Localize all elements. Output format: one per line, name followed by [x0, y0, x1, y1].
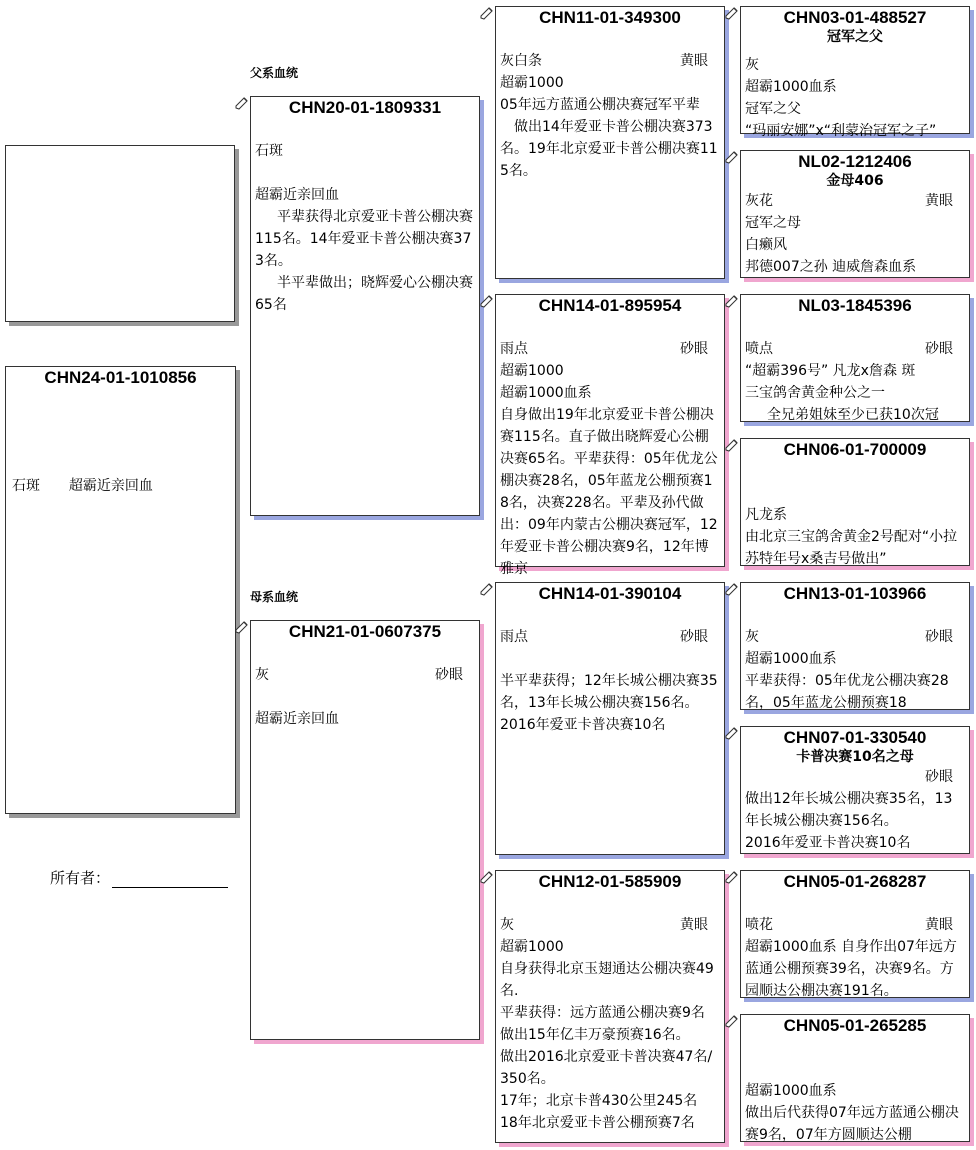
ssd-color: 灰花 — [745, 193, 773, 209]
sss-note: “玛丽安娜”x“利蒙治冠军之子” — [745, 123, 937, 139]
sdd-note: 由北京三宝鸽舍黄金2号配对“小拉苏特年号x桑吉号做出” — [745, 529, 958, 567]
dam-dam-note: 18年北京爱亚卡普公棚预赛7名 — [500, 1115, 695, 1131]
sss-color: 灰 — [745, 57, 759, 73]
owner-field[interactable] — [50, 867, 228, 888]
sds-note: 三宝鸽舍黄金种公之一 — [745, 385, 885, 401]
sire-card[interactable] — [250, 96, 480, 516]
sdd-card[interactable] — [740, 438, 970, 566]
sds-note: “超霸396号” 凡龙x詹森 斑 — [745, 363, 916, 379]
sire-section-label: 父系血统 — [250, 66, 299, 80]
sire-note: 平辈获得北京爱亚卡普公棚决赛115名。14年爱亚卡普公棚决赛373名。 — [255, 209, 473, 269]
edit-pen-icon[interactable] — [724, 1014, 738, 1028]
ddd-note: 做出后代获得07年远方蓝通公棚决赛9名，07年方圆顺达公棚 — [745, 1105, 959, 1143]
sire-dam-color: 雨点 — [500, 341, 528, 357]
edit-pen-icon[interactable] — [724, 726, 738, 740]
edit-pen-icon[interactable] — [479, 6, 493, 20]
dds-eye: 黄眼 — [925, 917, 953, 933]
dam-sire-eye: 砂眼 — [680, 629, 708, 645]
sire-dam-note: 自身做出19年北京爱亚卡普公棚决赛115名。直子做出晓辉爱心公棚决赛65名。平辈获得：05年优龙公棚决赛28名，05年蓝龙公棚预赛18名，决赛228名。平辈及孙代做出：09年内蒙古公棚决赛冠军，12年爱亚卡普公棚决赛9名，12年博雅京 — [500, 407, 718, 577]
owner-label: 所有者： — [50, 869, 111, 887]
edit-pen-icon[interactable] — [724, 6, 738, 20]
ddd-card[interactable] — [740, 1014, 970, 1142]
sdd-ring-number: CHN06-01-700009 — [783, 440, 927, 459]
dam-dam-note: 17年；北京卡普430公里245名 — [500, 1093, 698, 1109]
edit-pen-icon[interactable] — [724, 870, 738, 884]
sire-sire-ring-number: CHN11-01-349300 — [539, 8, 681, 27]
sire-sire-color: 灰白条 — [500, 53, 542, 69]
dds-color: 喷花 — [745, 917, 773, 933]
dam-dam-eye: 黄眼 — [680, 917, 708, 933]
dam-sire-card[interactable] — [495, 582, 725, 855]
sire-dam-note: 超霸1000血系 — [500, 385, 592, 401]
dds-note: 超霸1000血系 自身作出07年远方蓝通公棚预赛39名，决赛9名。方园顺达公棚决赛191名。 — [745, 939, 957, 999]
ssd-eye: 黄眼 — [925, 193, 953, 209]
dss-note: 平辈获得：05年优龙公棚决赛28名，05年蓝龙公棚预赛18 — [745, 673, 949, 711]
dss-color: 灰 — [745, 629, 759, 645]
dam-dam-note: 自身获得北京玉翅通达公棚决赛49名. — [500, 961, 714, 999]
edit-pen-icon[interactable] — [234, 96, 248, 110]
sds-ring-number: NL03-1845396 — [798, 296, 912, 315]
sss-note: 超霸1000血系 — [745, 79, 837, 95]
dsd-ring-number: CHN07-01-330540 — [783, 728, 927, 747]
sire-dam-card[interactable] — [495, 294, 725, 577]
ssd-ring-number: NL02-1212406 — [798, 152, 912, 171]
dam-card[interactable] — [250, 620, 480, 1040]
ddd-note: 超霸1000血系 — [745, 1083, 837, 1099]
dam-dam-card[interactable] — [495, 870, 725, 1143]
edit-pen-icon[interactable] — [479, 870, 493, 884]
dam-ring-number: CHN21-01-0607375 — [288, 622, 442, 641]
edit-pen-icon[interactable] — [479, 294, 493, 308]
sire-dam-eye: 砂眼 — [680, 341, 708, 357]
dam-dam-note: 平辈获得：远方蓝通公棚决赛9名 — [500, 1005, 705, 1021]
dam-sire-color: 雨点 — [500, 629, 528, 645]
dsd-title: 卡普决赛10名之母 — [796, 749, 914, 765]
dam-dam-note: 做出15年亿丰万豪预赛16名。 — [500, 1027, 690, 1043]
sds-card[interactable] — [740, 294, 970, 422]
sdd-note: 凡龙系 — [745, 507, 787, 523]
sire-bloodline: 超霸近亲回血 — [255, 187, 339, 203]
owner-signature-line[interactable] — [112, 869, 228, 888]
sire-sire-note: 05年远方蓝通公棚决赛冠军平辈 — [500, 97, 700, 113]
dam-color: 灰 — [255, 667, 269, 683]
sds-eye: 砂眼 — [925, 341, 953, 357]
ssd-note: 邦德007之孙 迪威詹森血系 — [745, 259, 917, 275]
ddd-ring-number: CHN05-01-265285 — [783, 1016, 927, 1035]
subject-bloodline: 超霸近亲回血 — [68, 478, 153, 494]
sss-card[interactable] — [740, 6, 970, 139]
dam-bloodline: 超霸近亲回血 — [255, 711, 339, 727]
dsd-note: 做出12年长城公棚决赛35名，13年长城公棚决赛156名。 — [745, 791, 953, 829]
sss-title: 冠军之父 — [827, 29, 883, 45]
dam-dam-color: 灰 — [500, 917, 514, 933]
sire-sire-eye: 黄眼 — [680, 53, 708, 69]
sire-sire-note: 做出14年爱亚卡普公棚决赛373名。19年北京爱亚卡普公棚决赛115名。 — [500, 119, 718, 179]
ssd-note: 白癞风 — [745, 237, 787, 253]
edit-pen-icon[interactable] — [724, 582, 738, 596]
dam-sire-ring-number: CHN14-01-390104 — [538, 584, 682, 603]
dam-eye: 砂眼 — [435, 667, 463, 683]
edit-pen-icon[interactable] — [724, 150, 738, 164]
sire-sire-note: 超霸1000 — [500, 75, 564, 91]
dss-eye: 砂眼 — [925, 629, 953, 645]
edit-pen-icon[interactable] — [724, 294, 738, 308]
sss-note: 冠军之父 — [745, 101, 801, 117]
dam-sire-note: 2016年爱亚卡普决赛10名 — [500, 717, 666, 733]
dds-ring-number: CHN05-01-268287 — [783, 872, 927, 891]
dam-sire-note: 半平辈获得；12年长城公棚决赛35名，13年长城公棚决赛156名。 — [500, 673, 718, 711]
sire-dam-ring-number: CHN14-01-895954 — [538, 296, 682, 315]
sire-note: 半平辈做出；晓辉爱心公棚决赛65名 — [255, 275, 473, 313]
sds-note: 全兄弟姐妹至少已获10次冠 — [767, 407, 939, 423]
edit-pen-icon[interactable] — [234, 620, 248, 634]
dsd-eye: 砂眼 — [925, 769, 953, 785]
edit-pen-icon[interactable] — [479, 582, 493, 596]
sire-ring-number: CHN20-01-1809331 — [288, 98, 442, 117]
dam-section-label: 母系血统 — [250, 590, 299, 604]
subject-card[interactable] — [5, 366, 236, 814]
sds-color: 喷点 — [745, 341, 773, 357]
ssd-title: 金母406 — [826, 173, 884, 189]
dss-note: 超霸1000血系 — [745, 651, 837, 667]
dam-dam-note: 超霸1000 — [500, 939, 564, 955]
dsd-note: 2016年爱亚卡普决赛10名 — [745, 835, 911, 851]
photo-frame — [5, 145, 235, 322]
dam-dam-note: 做出2016北京爱亚卡普决赛47名/350名。 — [500, 1049, 713, 1087]
ssd-note: 冠军之母 — [745, 215, 801, 231]
dsd-card[interactable] — [740, 726, 970, 854]
sire-dam-note: 超霸1000 — [500, 363, 564, 379]
edit-pen-icon[interactable] — [724, 438, 738, 452]
dds-card[interactable] — [740, 870, 970, 998]
sire-color: 石斑 — [255, 143, 283, 159]
dss-card[interactable] — [740, 582, 970, 710]
subject-ring-number: CHN24-01-1010856 — [44, 368, 197, 387]
sss-ring-number: CHN03-01-488527 — [783, 8, 927, 27]
subject-color: 石斑 — [12, 478, 40, 494]
dam-dam-ring-number: CHN12-01-585909 — [538, 872, 682, 891]
ssd-card[interactable] — [740, 150, 970, 278]
dss-ring-number: CHN13-01-103966 — [783, 584, 927, 603]
sire-sire-card[interactable] — [495, 6, 725, 279]
